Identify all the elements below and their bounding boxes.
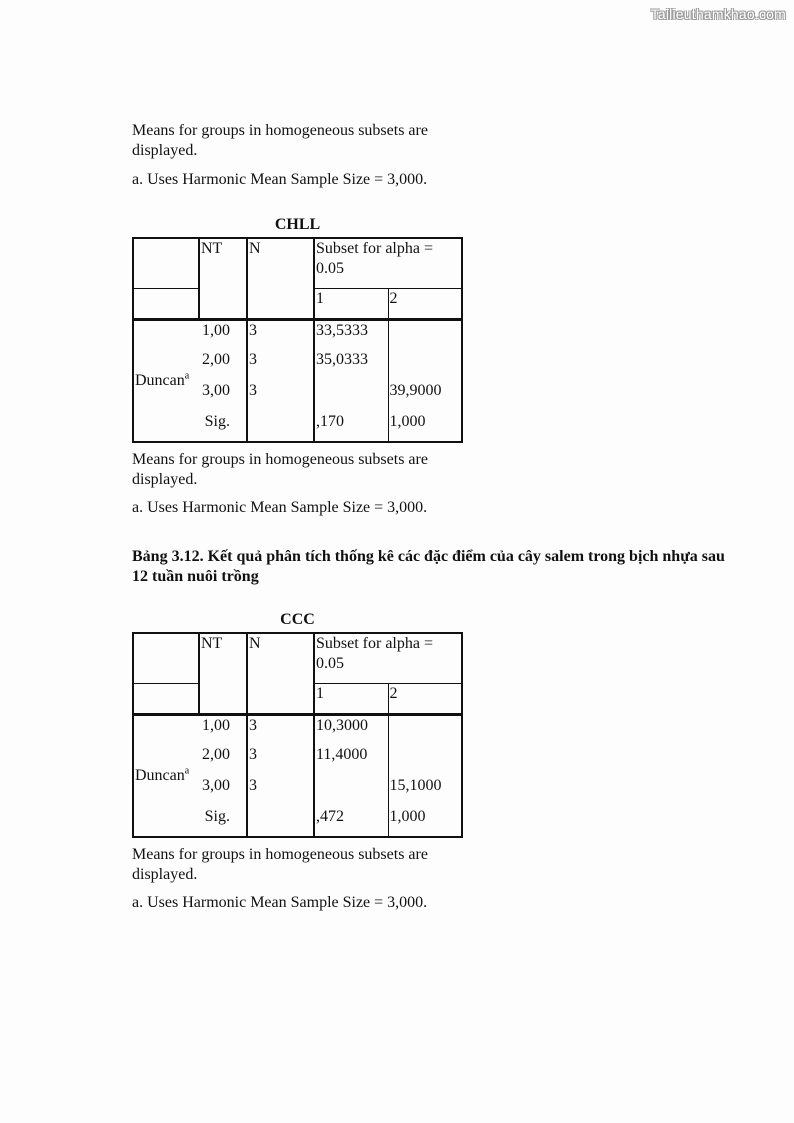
table2-note-means: Means for groups in homogeneous subsets are displayed. bbox=[132, 846, 428, 883]
table2-corner bbox=[133, 633, 199, 683]
table1-row-nt: 3,00 bbox=[202, 382, 230, 399]
table2-header-subset: Subset for alpha = 0.05 bbox=[314, 633, 462, 683]
table1-row-s2: 1,000 bbox=[388, 412, 462, 442]
table1-note-harmonic: a. Uses Harmonic Mean Sample Size = 3,000. bbox=[132, 499, 428, 516]
table1-row-nt: 2,00 bbox=[202, 351, 230, 368]
table2-row-n bbox=[247, 807, 314, 837]
watermark: Tailieuthamkhao.com bbox=[650, 6, 786, 22]
table1-row-n bbox=[247, 412, 314, 442]
table1-row-s2 bbox=[388, 319, 462, 350]
table1-row-s2 bbox=[388, 350, 462, 381]
table2-row-nt: 3,00 bbox=[202, 777, 230, 794]
table2-row-s1: 11,4000 bbox=[314, 745, 388, 776]
table2-row-n: 3 bbox=[247, 776, 314, 807]
table2-row-s1 bbox=[314, 776, 388, 807]
table1-title: CHLL bbox=[274, 216, 321, 233]
table2-row-n: 3 bbox=[247, 745, 314, 776]
table1-row-s1: 35,0333 bbox=[314, 350, 388, 381]
table2-note-harmonic: a. Uses Harmonic Mean Sample Size = 3,000. bbox=[132, 894, 428, 911]
table1-row-s1 bbox=[314, 381, 388, 412]
table1-row-n: 3 bbox=[247, 381, 314, 412]
table1-method: Duncan$^a$ bbox=[133, 319, 199, 442]
table2-row-s1: ,472 bbox=[314, 807, 388, 837]
table1-corner-lower bbox=[133, 288, 199, 319]
table2-row-nt: Sig. bbox=[204, 808, 230, 825]
table1-header-col2: 2 bbox=[388, 288, 462, 319]
table1-row-nt: 1,00 bbox=[199, 319, 247, 350]
note-harmonic-top: a. Uses Harmonic Mean Sample Size = 3,000. bbox=[132, 171, 428, 188]
table2-row-s2: 15,1000 bbox=[388, 776, 462, 807]
table2-title: CCC bbox=[280, 611, 315, 628]
table1-row-n: 3 bbox=[247, 350, 314, 381]
table1-header-nt: NT bbox=[199, 238, 247, 319]
note-means-top: Means for groups in homogeneous subsets are displayed. bbox=[132, 122, 428, 159]
table1-row-n: 3 bbox=[247, 319, 314, 350]
table1-row-s1: 33,5333 bbox=[314, 319, 388, 350]
table2-header-nt: NT bbox=[199, 633, 247, 714]
table-caption: Bảng 3.12. Kết quả phân tích thống kê các đặc điểm của cây salem trong bịch nhựa sau 12 tuần nuôi trồng bbox=[132, 548, 725, 585]
table2-row-s2 bbox=[388, 714, 462, 745]
table2-method: Duncan$^a$ bbox=[133, 714, 199, 837]
table1-corner bbox=[133, 238, 199, 288]
table2-row-nt: 2,00 bbox=[202, 746, 230, 763]
table1-header-n: N bbox=[247, 238, 314, 319]
table2-header-col2: 2 bbox=[388, 683, 462, 714]
table1-header-col1: 1 bbox=[314, 288, 388, 319]
table2-row-s1: 10,3000 bbox=[314, 714, 388, 745]
table2-row-s2 bbox=[388, 745, 462, 776]
table1-header-subset: Subset for alpha = 0.05 bbox=[314, 238, 462, 288]
table1-note-means: Means for groups in homogeneous subsets are displayed. bbox=[132, 451, 428, 488]
table2 bbox=[132, 632, 463, 838]
table1-row-s2: 39,9000 bbox=[388, 381, 462, 412]
table2-row-s2: 1,000 bbox=[388, 807, 462, 837]
table2-header-col1: 1 bbox=[314, 683, 388, 714]
table1-row-s1: ,170 bbox=[314, 412, 388, 442]
table2-header-n: N bbox=[247, 633, 314, 714]
table2-row-n: 3 bbox=[247, 714, 314, 745]
table2-row-nt: 1,00 bbox=[199, 714, 247, 745]
table1-row-nt: Sig. bbox=[204, 413, 230, 430]
table1 bbox=[132, 237, 463, 443]
table2-corner-lower bbox=[133, 683, 199, 714]
